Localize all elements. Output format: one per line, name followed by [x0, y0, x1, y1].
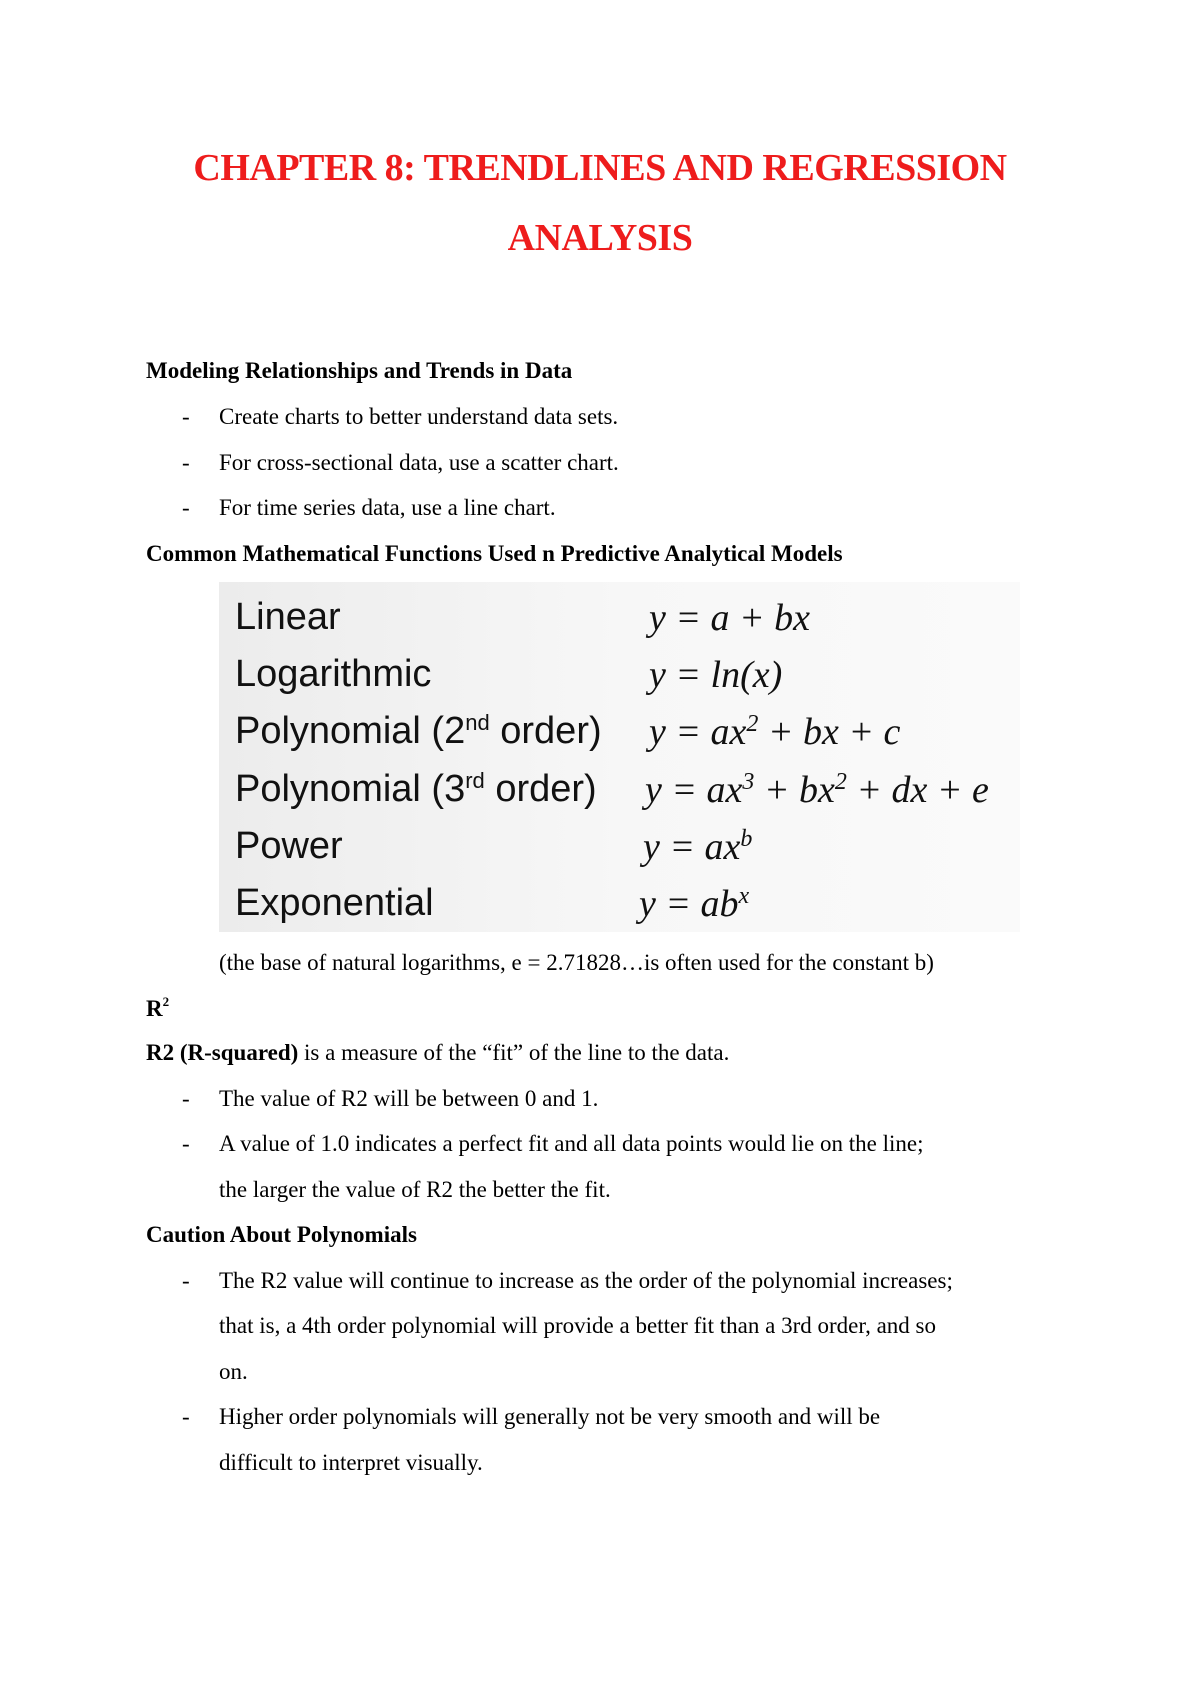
function-name: Power: [235, 825, 343, 867]
function-equation: $y = ax^2$ + bx + c: [649, 711, 901, 753]
formula-row-poly2: [219, 708, 1020, 766]
function-equation: $y = ab^x$: [639, 883, 750, 925]
formula-table-image: [219, 582, 1020, 932]
bullet-marker: -: [182, 495, 190, 520]
formula-row-power: [219, 823, 1020, 881]
function-name: Polynomial (3rd order): [235, 768, 597, 810]
function-name: Logarithmic: [235, 653, 432, 695]
function-name: Linear: [235, 596, 341, 638]
constant-note: (the base of natural logarithms, e = 2.71828…is often used for the constant b): [219, 950, 934, 975]
chapter-title-line1: CHAPTER 8: TRENDLINES AND REGRESSION: [193, 147, 1007, 189]
formula-row-logarithmic: [219, 651, 1020, 709]
section-heading-functions: Common Mathematical Functions Used n Predictive Analytical Models: [146, 541, 843, 566]
chapter-title-line2: ANALYSIS: [507, 217, 693, 259]
bullet-text: For cross-sectional data, use a scatter chart.: [219, 450, 619, 475]
bullet-text-continuation: the larger the value of R2 the better the fit.: [219, 1177, 611, 1202]
function-name: Exponential: [235, 882, 434, 924]
r-squared-intro: R2 (R-squared) is a measure of the “fit” of the line to the data.: [146, 1040, 730, 1065]
bullet-marker: -: [182, 1086, 190, 1111]
bullet-marker: -: [182, 1131, 190, 1156]
section-heading-modeling: Modeling Relationships and Trends in Data: [146, 358, 573, 383]
bullet-text: Higher order polynomials will generally not be very smooth and will be: [219, 1404, 881, 1429]
bullet-text-continuation: difficult to interpret visually.: [219, 1450, 483, 1475]
bullet-text: Create charts to better understand data sets.: [219, 404, 619, 429]
bullet-marker: -: [182, 1404, 190, 1429]
r-squared-heading: $R^2$: [146, 994, 170, 1021]
formula-row-exponential: [219, 880, 1020, 938]
formula-row-linear: [219, 594, 1020, 652]
bullet-text: The R2 value will continue to increase as the order of the polynomial increases;: [219, 1268, 953, 1293]
function-equation: y = ln(x): [649, 654, 783, 696]
bullet-marker: -: [182, 450, 190, 475]
function-equation: y = a + bx: [649, 597, 811, 639]
bullet-text: A value of 1.0 indicates a perfect fit and all data points would lie on the line;: [219, 1131, 924, 1156]
bullet-text: For time series data, use a line chart.: [219, 495, 556, 520]
section-heading-polynomials: Caution About Polynomials: [146, 1222, 417, 1247]
function-name: Polynomial (2nd order): [235, 710, 602, 752]
function-equation: $y = ax^3 + bx^2$ + dx + e: [645, 769, 989, 811]
bullet-text-continuation: that is, a 4th order polynomial will provide a better fit than a 3rd order, and so: [219, 1313, 936, 1338]
bullet-text: The value of R2 will be between 0 and 1.: [219, 1086, 599, 1111]
bullet-marker: -: [182, 1268, 190, 1293]
formula-row-poly3: [219, 766, 1020, 824]
function-equation: $y = ax^b$: [643, 826, 753, 868]
bullet-text-continuation: on.: [219, 1359, 248, 1384]
bullet-marker: -: [182, 404, 190, 429]
